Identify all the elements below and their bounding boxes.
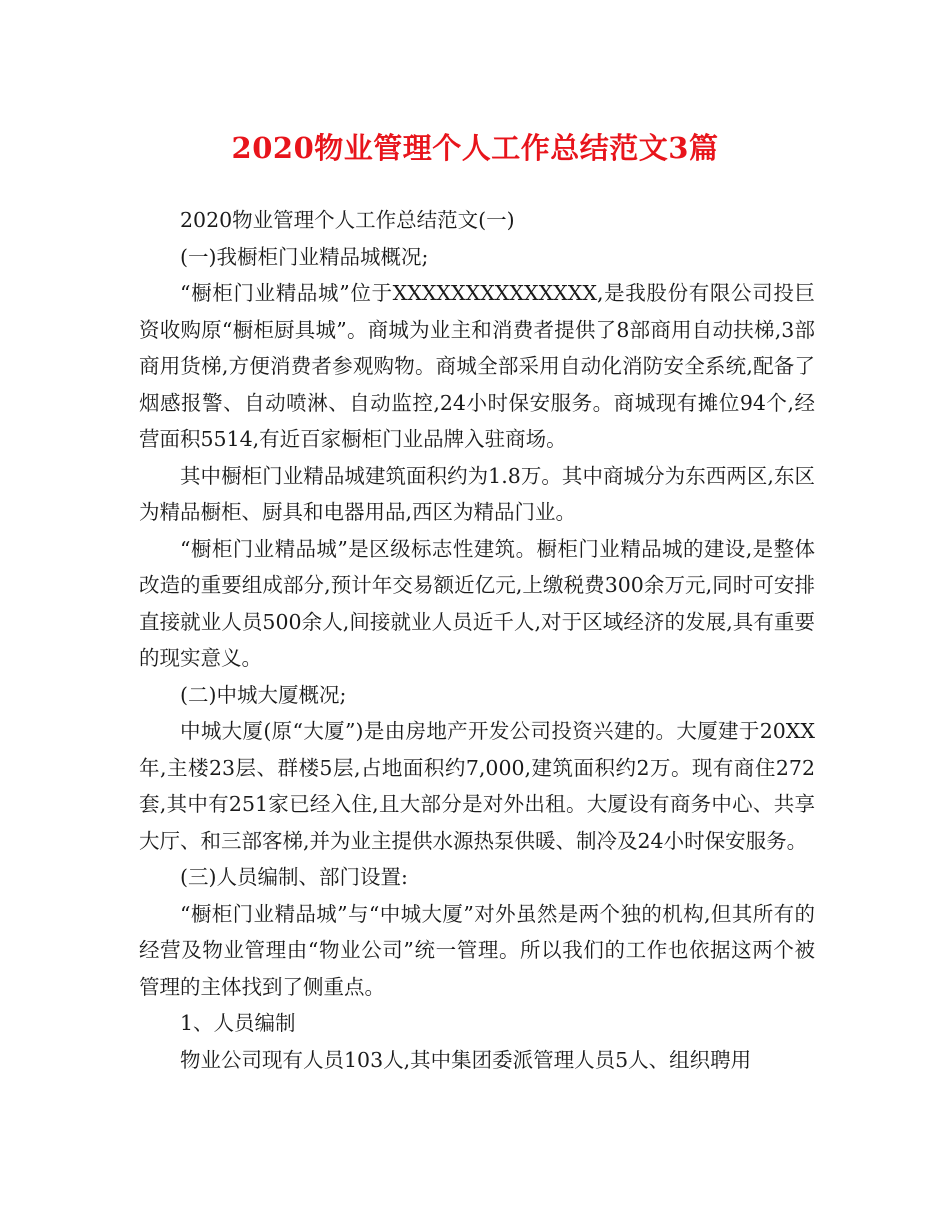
section-heading-overview-building: (二)中城大厦概况; (180, 682, 347, 707)
paragraph-staff-count: 物业公司现有人员103人,其中集团委派管理人员5人、组织聘用 (180, 1047, 752, 1072)
paragraph-mall-significance: “橱柜门业精品城”是区级标志性建筑。橱柜门业精品城的建设,是整体改造的重要组成部分,预计年交易额近亿元,上缴税费300余万元,同时可安排直接就业人员500余人,间接就业人员近千人,对于区域经济的发展,具有重要的现实意义。 (139, 536, 815, 670)
paragraph-management: “橱柜门业精品城”与“中城大厦”对外虽然是两个独的机构,但其所有的经营及物业管理由“物业公司”统一管理。所以我们的工作也依据这两个被管理的主体找到了侧重点。 (139, 901, 815, 999)
paragraph-mall-description: “橱柜门业精品城”位于XXXXXXXXXXXXXX,是我股份有限公司投巨资收购原“橱柜厨具城”。商城为业主和消费者提供了8部商用自动扶梯,3部商用货梯,方便消费者参观购物。商城全部采用自动化消防安全系统,配备了烟感报警、自动喷淋、自动监控,24小时保安服务。商城现有摊位94个,经营面积5514,有近百家橱柜门业品牌入驻商场。 (139, 281, 815, 451)
subsection-heading-staff: 1、人员编制 (180, 1011, 296, 1035)
section-heading-overview-mall: (一)我橱柜门业精品城概况; (180, 244, 429, 269)
paragraph-subtitle: 2020物业管理个人工作总结范文(一) (180, 208, 515, 232)
document-title: 2020物业管理个人工作总结范文3篇 (231, 131, 719, 165)
document-body (139, 202, 815, 1078)
paragraph-mall-area: 其中橱柜门业精品城建筑面积约为1.8万。其中商城分为东西两区,东区为精品橱柜、厨具和电器用品,西区为精品门业。 (139, 463, 815, 524)
paragraph-building-description: 中城大厦(原“大厦”)是由房地产开发公司投资兴建的。大厦建于20XX年,主楼23层、群楼5层,占地面积约7,000,建筑面积约2万。现有商住272套,其中有251家已经入住,且大部分是对外出租。大厦设有商务中心、共享大厅、和三部客梯,并为业主提供水源热泵供暖、制冷及24小时保安服务。 (139, 719, 815, 853)
section-heading-staffing: (三)人员编制、部门设置: (180, 865, 408, 889)
